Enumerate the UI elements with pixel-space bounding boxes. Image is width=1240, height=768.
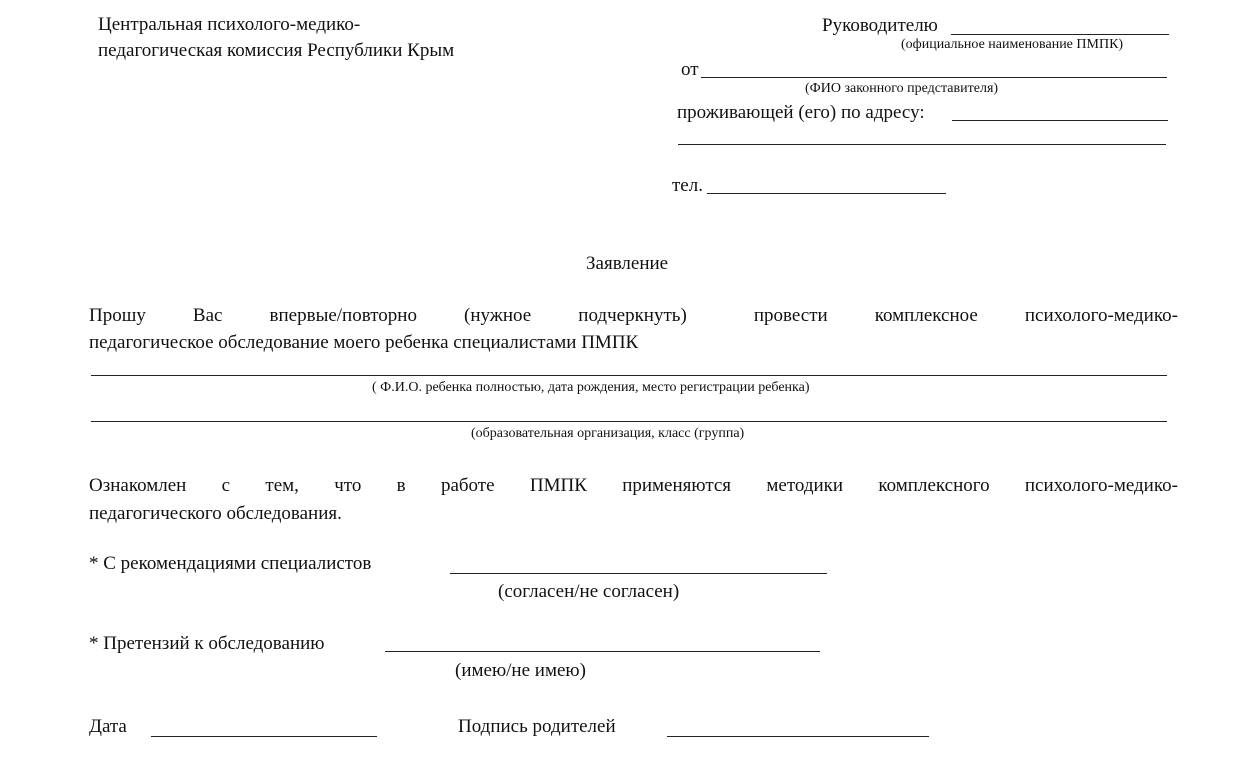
organization-line[interactable] <box>91 421 1167 422</box>
commission-name-line1: Центральная психолого-медико- <box>98 14 361 35</box>
organization-caption: (образовательная организация, класс (группа) <box>471 426 745 441</box>
request-word: комплексное <box>874 305 978 326</box>
address-line-2[interactable] <box>678 144 1166 145</box>
acknowledge-word: психолого-медико- <box>1024 475 1178 496</box>
acknowledge-word: работе <box>440 475 495 496</box>
request-word: подчеркнуть) <box>578 305 687 326</box>
address-line-1[interactable] <box>952 120 1168 121</box>
from-label: от <box>681 59 699 80</box>
from-name-line[interactable] <box>701 77 1167 78</box>
request-word: (нужное <box>464 305 532 326</box>
date-label: Дата <box>89 716 127 737</box>
claims-line[interactable] <box>385 651 820 652</box>
phone-label: тел. <box>672 175 703 196</box>
claims-caption: (имею/не имею) <box>455 660 586 681</box>
child-info-caption: ( Ф.И.О. ребенка полностью, дата рождения, место регистрации ребенка) <box>372 380 810 395</box>
request-word: провести <box>753 305 828 326</box>
head-label: Руководителю <box>822 15 938 36</box>
acknowledge-line-2: педагогического обследования. <box>89 503 342 524</box>
request-word: психолого-медико- <box>1024 305 1178 326</box>
address-label: проживающей (его) по адресу: <box>677 102 925 123</box>
acknowledge-word: что <box>334 475 362 496</box>
recommendations-label: * С рекомендациями специалистов <box>89 553 372 574</box>
request-word: Вас <box>192 305 223 326</box>
acknowledge-word: в <box>396 475 406 496</box>
request-word: впервые/повторно <box>269 305 417 326</box>
acknowledge-word: с <box>221 475 231 496</box>
acknowledge-word: тем, <box>265 475 299 496</box>
acknowledge-word: методики <box>766 475 844 496</box>
acknowledge-word: применяются <box>622 475 732 496</box>
acknowledge-word: Ознакомлен <box>89 475 187 496</box>
acknowledge-word: комплексного <box>878 475 990 496</box>
recommendations-caption: (согласен/не согласен) <box>498 581 680 602</box>
head-name-line[interactable] <box>951 34 1169 35</box>
date-line[interactable] <box>151 736 377 737</box>
phone-line[interactable] <box>707 193 946 194</box>
signature-label: Подпись родителей <box>458 716 616 737</box>
head-caption: (официальное наименование ПМПК) <box>901 37 1124 52</box>
recommendations-line[interactable] <box>450 573 827 574</box>
from-caption: (ФИО законного представителя) <box>805 81 999 96</box>
request-word: Прошу <box>89 305 146 326</box>
signature-line[interactable] <box>667 736 929 737</box>
commission-name-line2: педагогическая комиссия Республики Крым <box>98 40 455 61</box>
request-line-2: педагогическое обследование моего ребенка специалистами ПМПК <box>89 332 639 353</box>
request-line-1 <box>89 306 1178 325</box>
document-title: Заявление <box>586 253 669 274</box>
acknowledge-word: ПМПК <box>529 475 587 496</box>
claims-label: * Претензий к обследованию <box>89 633 325 654</box>
acknowledge-line-1 <box>89 476 1178 495</box>
child-info-line[interactable] <box>91 375 1167 376</box>
